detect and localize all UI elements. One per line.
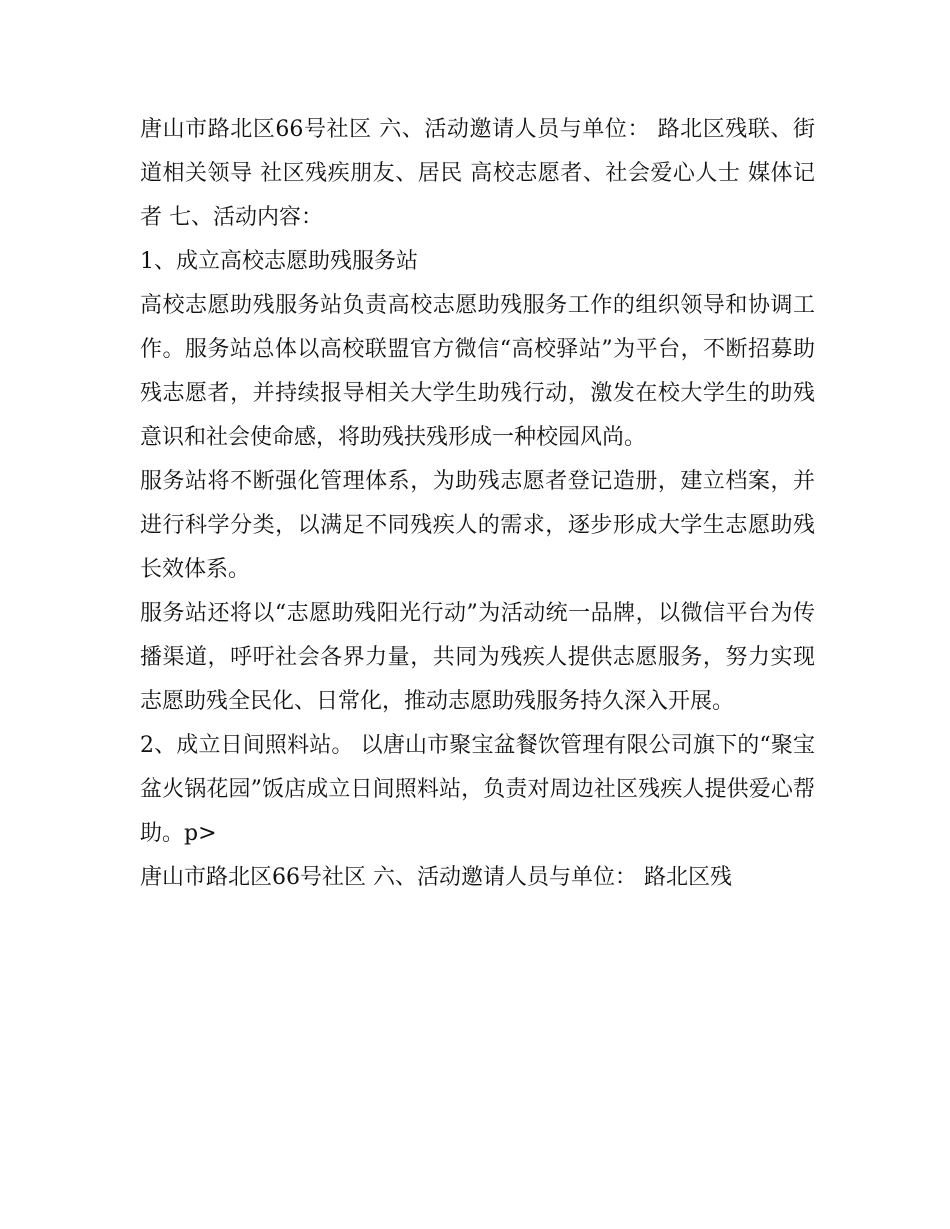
paragraph-item-1-heading: 1、成立高校志愿助残服务站	[140, 249, 418, 274]
paragraph-service-station-management: 服务站将不断强化管理体系，为助残志愿者登记造册，建立档案，并进行科学分类，以满足不同残疾人的需求，逐步形成大学生志愿助残长效体系。	[140, 469, 815, 582]
document-page	[140, 108, 815, 900]
paragraph-service-station-duty: 高校志愿助残服务站负责高校志愿助残服务工作的组织领导和协调工作。服务站总体以高校联盟官方微信“高校驿站”为平台，不断招募助残志愿者，并持续报导相关大学生助残行动，激发在校大学生的助残意识和社会使命感，将助残扶残形成一种校园风尚。	[140, 293, 815, 450]
paragraph-intro: 唐山市路北区66号社区 六、活动邀请人员与单位： 路北区残联、街道相关领导 社区残疾朋友、居民 高校志愿者、社会爱心人士 媒体记者 七、活动内容：	[140, 117, 815, 230]
paragraph-repeat-intro: 唐山市路北区66号社区 六、活动邀请人员与单位： 路北区残	[140, 865, 732, 890]
paragraph-service-station-brand: 服务站还将以“志愿助残阳光行动”为活动统一品牌，以微信平台为传播渠道，呼吁社会各界力量，共同为残疾人提供志愿服务，努力实现志愿助残全民化、日常化，推动志愿助残服务持久深入开展。	[140, 601, 815, 714]
paragraph-item-2-day-care: 2、成立日间照料站。 以唐山市聚宝盆餐饮管理有限公司旗下的“聚宝盆火锅花园”饭店成立日间照料站，负责对周边社区残疾人提供爱心帮助。p>	[140, 733, 815, 846]
